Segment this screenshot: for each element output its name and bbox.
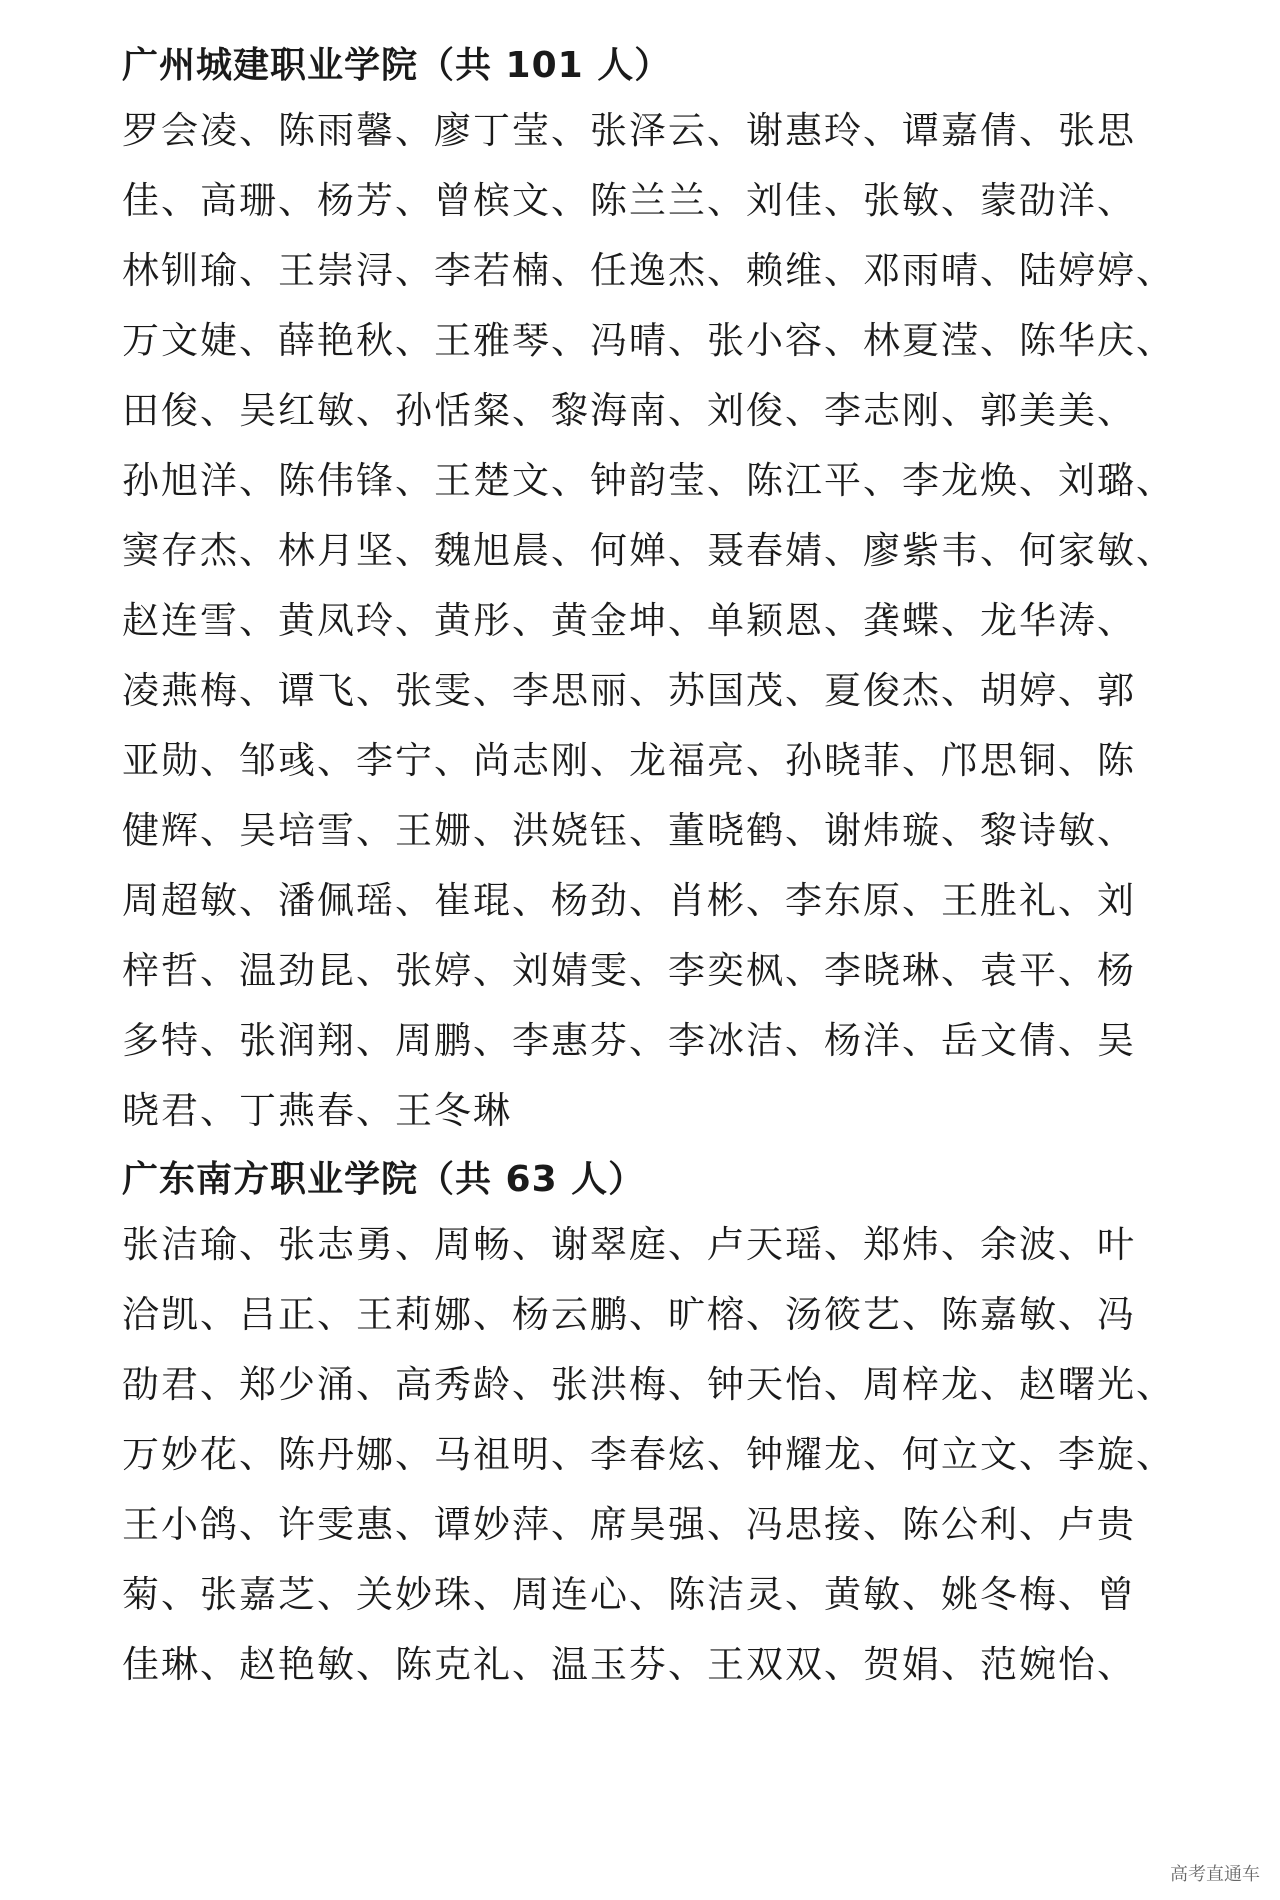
- section-title: 广州城建职业学院（共 101 人）: [122, 45, 672, 86]
- name-line: 菊、张嘉芝、关妙珠、周连心、陈洁灵、黄敏、姚冬梅、曾: [122, 1573, 1136, 1616]
- name-line: 洽凯、吕正、王莉娜、杨云鹏、旷榕、汤筱艺、陈嘉敏、冯: [122, 1293, 1136, 1336]
- name-line: 佳琳、赵艳敏、陈克礼、温玉芬、王双双、贺娟、范婉怡、: [122, 1643, 1136, 1686]
- name-line: 窦存杰、林月坚、魏旭晨、何婵、聂春婧、廖紫韦、何家敏、: [122, 529, 1175, 572]
- name-line: 赵连雪、黄凤玲、黄彤、黄金坤、单颖恩、龚蝶、龙华涛、: [122, 599, 1136, 642]
- name-line: 多特、张润翔、周鹏、李惠芬、李冰洁、杨洋、岳文倩、吴: [122, 1019, 1136, 1062]
- name-line: 万妙花、陈丹娜、马祖明、李春炫、钟耀龙、何立文、李旋、: [122, 1433, 1175, 1476]
- name-line: 佳、高珊、杨芳、曾槟文、陈兰兰、刘佳、张敏、蒙劭洋、: [122, 179, 1136, 222]
- name-list: [122, 1210, 1175, 1700]
- name-line: 晓君、丁燕春、王冬琳: [122, 1089, 512, 1132]
- name-line: 梓哲、温劲昆、张婷、刘婧雯、李奕枫、李晓琳、袁平、杨: [122, 949, 1136, 992]
- name-line: 健辉、吴培雪、王姗、洪娆钰、董晓鹤、谢炜璇、黎诗敏、: [122, 809, 1136, 852]
- name-line: 凌燕梅、谭飞、张雯、李思丽、苏国茂、夏俊杰、胡婷、郭: [122, 669, 1136, 712]
- name-line: 孙旭洋、陈伟锋、王楚文、钟韵莹、陈江平、李龙焕、刘璐、: [122, 459, 1175, 502]
- name-line: 罗会凌、陈雨馨、廖丁莹、张泽云、谢惠玲、谭嘉倩、张思: [122, 109, 1136, 152]
- section-guangdong-nanfang: [122, 1150, 1175, 1700]
- watermark-text: 高考直通车: [1170, 1864, 1260, 1885]
- name-line: 劭君、郑少涌、高秀龄、张洪梅、钟天怡、周梓龙、赵曙光、: [122, 1363, 1175, 1406]
- name-line: 万文婕、薛艳秋、王雅琴、冯晴、张小容、林夏滢、陈华庆、: [122, 319, 1175, 362]
- name-line: 张洁瑜、张志勇、周畅、谢翠庭、卢天瑶、郑炜、余波、叶: [122, 1223, 1136, 1266]
- document-page: [122, 36, 1175, 1700]
- name-line: 亚勋、邹彧、李宁、尚志刚、龙福亮、孙晓菲、邝思铜、陈: [122, 739, 1136, 782]
- section-guangzhou-chengjian: [122, 36, 1175, 1146]
- name-line: 田俊、吴红敏、孙恬粲、黎海南、刘俊、李志刚、郭美美、: [122, 389, 1136, 432]
- name-line: 王小鸽、许雯惠、谭妙萍、席昊强、冯思接、陈公利、卢贵: [122, 1503, 1136, 1546]
- name-list: [122, 96, 1175, 1146]
- name-line: 周超敏、潘佩瑶、崔琨、杨劲、肖彬、李东原、王胜礼、刘: [122, 879, 1136, 922]
- name-line: 林钏瑜、王崇浔、李若楠、任逸杰、赖维、邓雨晴、陆婷婷、: [122, 249, 1175, 292]
- section-title: 广东南方职业学院（共 63 人）: [122, 1159, 646, 1200]
